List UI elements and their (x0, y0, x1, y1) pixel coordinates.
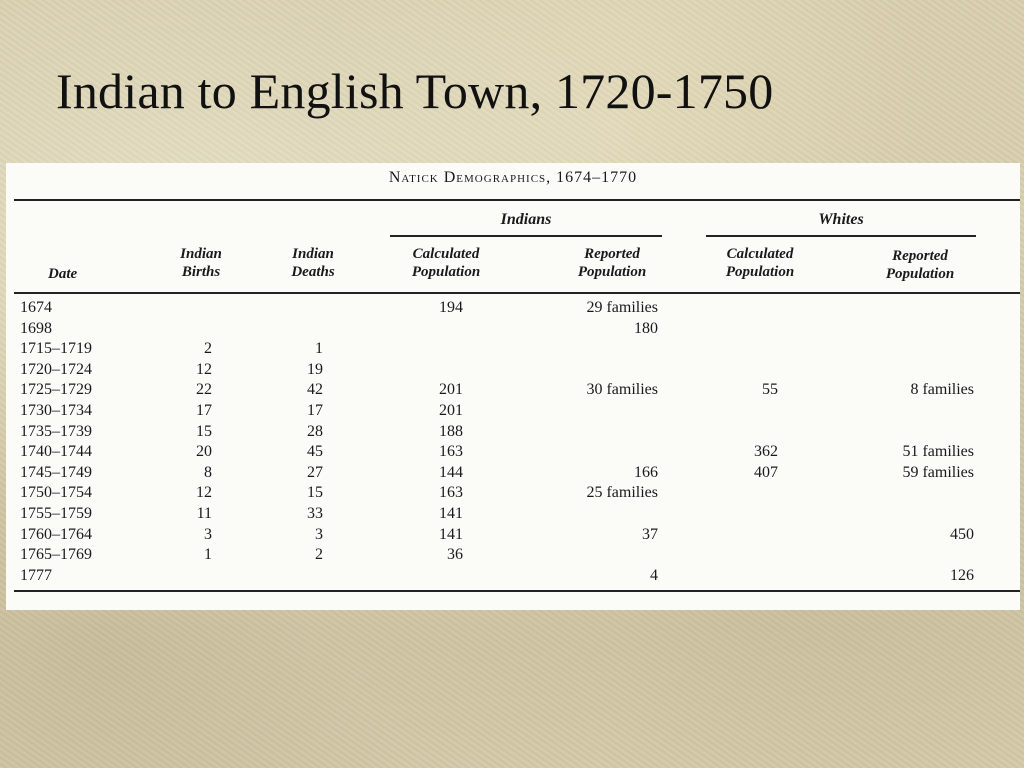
cell-births: 15 (196, 422, 212, 440)
col-header-white-reported (870, 247, 970, 283)
col-header-indian-calculated (396, 245, 496, 281)
table-row (6, 545, 1020, 566)
cell-deaths: 3 (315, 525, 323, 543)
table-row (6, 319, 1020, 340)
cell-date: 1674 (20, 299, 52, 316)
cell-wh-rep: 450 (950, 525, 974, 543)
cell-wh-calc: 55 (762, 381, 778, 399)
slide-title: Indian to English Town, 1720-1750 (56, 63, 774, 119)
table-row (6, 360, 1020, 381)
cell-date: 1745–1749 (20, 463, 92, 481)
cell-wh-rep: 126 (950, 566, 974, 584)
cell-date: 1740–1744 (20, 443, 92, 461)
col-header-indian-reported (562, 245, 662, 281)
table-row (6, 525, 1020, 546)
cell-births: 12 (196, 484, 212, 502)
cell-ind-calc: 201 (439, 381, 463, 399)
group-header-whites: Whites (818, 211, 864, 228)
col-header-births (166, 245, 236, 281)
document-table-scan (6, 163, 1020, 610)
cell-wh-rep: 8 families (910, 381, 974, 399)
cell-deaths: 45 (307, 443, 323, 461)
cell-deaths: 15 (307, 484, 323, 502)
cell-births: 1 (204, 546, 212, 564)
table-row (6, 442, 1020, 463)
cell-date: 1777 (20, 566, 52, 584)
bottom-rule (14, 590, 1020, 592)
cell-ind-rep: 29 families (586, 299, 658, 316)
top-rule (14, 199, 1020, 201)
cell-deaths: 33 (307, 504, 323, 522)
cell-date: 1698 (20, 319, 52, 337)
cell-date: 1750–1754 (20, 484, 92, 502)
cell-date: 1715–1719 (20, 340, 92, 358)
cell-births: 3 (204, 525, 212, 543)
cell-ind-calc: 144 (439, 463, 463, 481)
col-header-white-calculated (710, 245, 810, 281)
cell-wh-calc: 362 (754, 443, 778, 461)
cell-ind-rep: 30 families (586, 381, 658, 399)
cell-deaths: 27 (307, 463, 323, 481)
cell-wh-rep: 51 families (902, 443, 974, 461)
col-header-deaths-line2: Deaths (291, 264, 335, 280)
table-row (6, 422, 1020, 443)
cell-ind-calc: 188 (439, 422, 463, 440)
cell-deaths: 17 (307, 401, 323, 419)
table-body (6, 298, 1020, 586)
cell-ind-calc: 194 (439, 299, 463, 316)
table-row (6, 380, 1020, 401)
cell-deaths: 28 (307, 422, 323, 440)
cell-ind-calc: 163 (439, 443, 463, 461)
col-header-deaths (278, 245, 348, 281)
cell-births: 8 (204, 463, 212, 481)
cell-date: 1720–1724 (20, 360, 92, 378)
table-row (6, 339, 1020, 360)
table-row (6, 463, 1020, 484)
cell-births: 17 (196, 401, 212, 419)
cell-ind-rep: 25 families (586, 484, 658, 502)
cell-date: 1735–1739 (20, 422, 92, 440)
table-row (6, 298, 1020, 319)
cell-ind-calc: 141 (439, 504, 463, 522)
col-header-white-calculated-line1: Calculated (726, 246, 794, 262)
col-header-white-calculated-line2: Population (725, 264, 795, 280)
cell-deaths: 42 (307, 381, 323, 399)
cell-births: 20 (196, 443, 212, 461)
indians-rule (390, 235, 662, 237)
table-row (6, 483, 1020, 504)
table-row (6, 566, 1020, 587)
cell-ind-rep: 37 (642, 525, 658, 543)
whites-rule (706, 235, 976, 237)
col-header-date: Date (48, 266, 78, 282)
col-header-indian-reported-line2: Population (577, 264, 647, 280)
cell-births: 11 (196, 504, 212, 522)
cell-ind-rep: 166 (634, 463, 658, 481)
cell-ind-rep: 4 (650, 566, 658, 584)
col-header-indian-reported-line1: Reported (584, 246, 640, 262)
col-header-indian-calculated-line1: Calculated (412, 246, 480, 262)
cell-ind-calc: 163 (439, 484, 463, 502)
cell-ind-calc: 201 (439, 401, 463, 419)
col-header-white-reported-line2: Population (885, 266, 955, 282)
cell-date: 1730–1734 (20, 401, 92, 419)
group-header-indians: Indians (500, 211, 552, 228)
col-header-white-reported-line1: Reported (892, 248, 948, 264)
cell-deaths: 2 (315, 546, 323, 564)
cell-deaths: 1 (315, 340, 323, 358)
cell-ind-rep: 180 (634, 319, 658, 337)
cell-ind-calc: 36 (447, 546, 463, 564)
header-bottom-rule (14, 292, 1020, 294)
cell-date: 1760–1764 (20, 525, 92, 543)
table-row (6, 504, 1020, 525)
cell-births: 12 (196, 360, 212, 378)
cell-wh-calc: 407 (754, 463, 778, 481)
table-caption: Natick Demographics, 1674–1770 (388, 169, 638, 186)
col-header-indian-calculated-line2: Population (411, 264, 481, 280)
col-header-deaths-line1: Indian (292, 246, 334, 262)
cell-deaths: 19 (307, 360, 323, 378)
cell-births: 2 (204, 340, 212, 358)
cell-births: 22 (196, 381, 212, 399)
table-row (6, 401, 1020, 422)
cell-ind-calc: 141 (439, 525, 463, 543)
cell-wh-rep: 59 families (902, 463, 974, 481)
col-header-births-line2: Births (181, 264, 221, 280)
col-header-births-line1: Indian (180, 246, 222, 262)
cell-date: 1765–1769 (20, 546, 92, 564)
cell-date: 1755–1759 (20, 504, 92, 522)
cell-date: 1725–1729 (20, 381, 92, 399)
